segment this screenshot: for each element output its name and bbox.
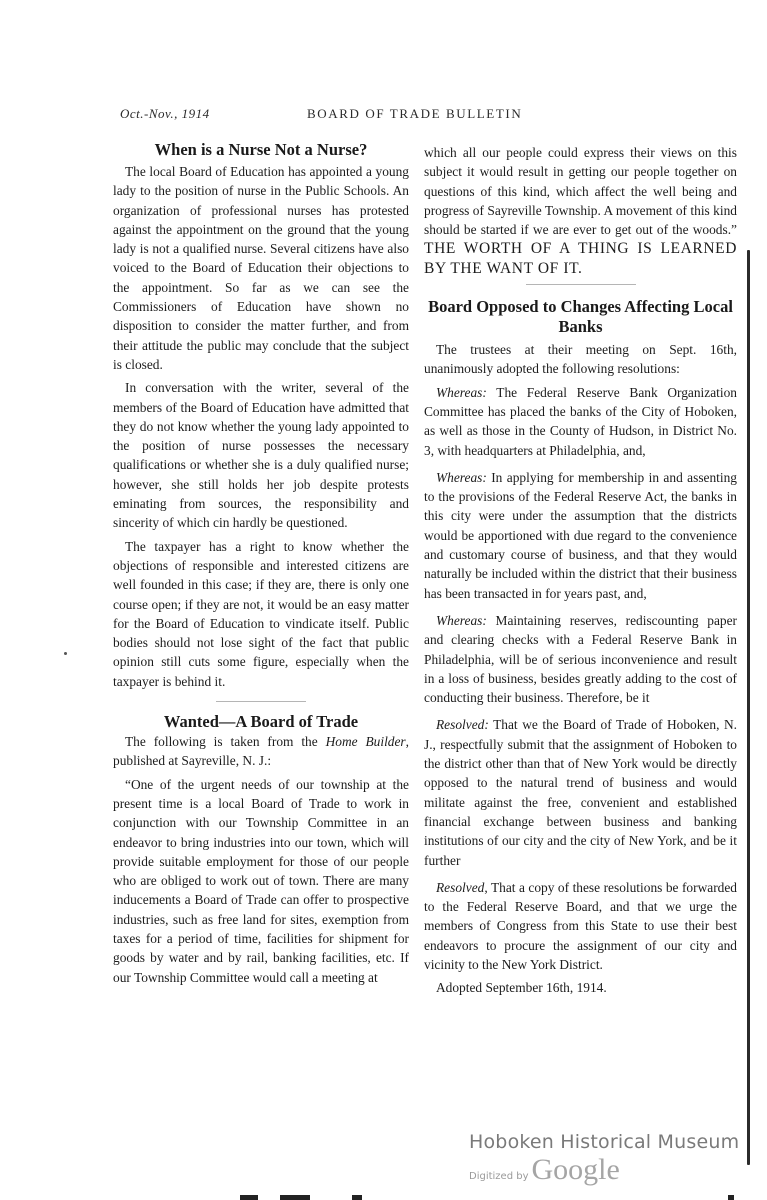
article-title-banks: Board Opposed to Changes Affecting Local Banks [428, 297, 733, 337]
intro-text: The following is taken from the [125, 734, 326, 750]
resolution-lead: Whereas: [436, 612, 487, 628]
article-paragraph: The taxpayer has a right to know whether the objections of responsible and interested citizens are well founded in this case; if they are, there is only one course open; if they are not, it would be an easy matter for the Board of Education to vindicate itself. Public bodies should not lose sight of the fact that public opinion still cuts some figure, especially when the taxpayer is behind it. [113, 538, 409, 689]
resolution-lead: Resolved [436, 879, 485, 895]
digitized-by-line [469, 1153, 620, 1187]
page-edge-rule [747, 250, 750, 1165]
article-title-nurse: When is a Nurse Not a Nurse? [154, 140, 368, 159]
resolution-text: , That a copy of these resolutions be forwarded to the Federal Reserve Board, and that we urge the members of Congress from this State to use their best endeavors to procure the assignment of our city and vicinity to the New York District. [424, 879, 737, 972]
quoted-paragraph: “One of the urgent needs of our township at the present time is a local Board of Trade to work in conjunction with our Township Committee in an endeavor to bring industries into our town, which will provide suitable employment for those of our people who are obliged to work out of town. There are many inducements a Board of Trade can offer to prospective industries, such as free land for sites, exemption from taxes for a period of time, facilities for shipment for goods by water and by rail, banking facilities, etc. If our Township Committee would call a meeting at [113, 776, 409, 985]
section-divider [526, 284, 636, 285]
publication-name: Home Builder [325, 734, 406, 750]
resolution-paragraph [424, 611, 737, 707]
museum-name: Hoboken Historical Museum [469, 1131, 740, 1153]
left-column [113, 140, 409, 987]
running-head [120, 106, 640, 126]
right-column [424, 143, 737, 998]
publication-title: BOARD OF TRADE BULLETIN [307, 106, 523, 121]
motto: THE WORTH OF A THING IS LEARNED BY THE WANT OF IT. [424, 240, 737, 277]
article-intro: The trustees at their meeting on Sept. 16th, unanimously adopted the following resolutions: [424, 342, 737, 377]
article-intro [113, 732, 409, 771]
article-title-board-of-trade: Wanted—A Board of Trade [163, 712, 359, 732]
adoption-date: Adopted September 16th, 1914. [436, 980, 607, 996]
section-divider [216, 701, 306, 702]
quoted-paragraph-continued [424, 143, 737, 278]
resolution-text: The Federal Reserve Bank Organization Committee has placed the banks of the City of Hoboken, as well as those in the County of Hudson, in District No. 3, with headquarters at Philadelphia, and, [424, 384, 737, 458]
digitized-by-label: Digitized by [469, 1171, 529, 1182]
resolution-paragraph [424, 383, 737, 460]
resolution-paragraph [424, 878, 737, 974]
intro-text: , published at Sayreville, N. J.: [113, 734, 409, 769]
resolution-text: That we the Board of Trade of Hoboken, N. J., respectfully submit that the assignment of Hoboken to the district other than that of New York would be directly opposed to the natural trend of business and would militate against the free, convenient and established financial exchange between business and banking institutions of our city and the city of New York, and be it further [424, 717, 737, 868]
article-paragraph: In conversation with the writer, several of the members of the Board of Education have admitted that they do not know whether the young lady appointed to the position of nurse possesses the necessary qualifications or whether she is a duly qualified nurse; however, she still holds her job despite protests eminating from sources, the responsibility and sincerity of which cin hardly be questioned. [113, 380, 409, 531]
issue-date: Oct.-Nov., 1914 [120, 106, 210, 121]
resolution-lead: Whereas: [436, 384, 487, 400]
resolution-paragraph [424, 468, 737, 603]
resolution-lead: Whereas: [436, 469, 487, 485]
google-logo-text: Google [531, 1153, 620, 1186]
scan-speck [64, 652, 67, 655]
next-page-bleed [240, 1192, 740, 1200]
resolution-text: In applying for membership in and assenting to the provisions of the Federal Reserve Act, the banks in this city were under the assumption that the districts would be apportioned with due regard to the convenience and customary course of business, and that they would naturally be included within the district that their business has been transacted in for years past, and, [424, 469, 737, 601]
resolution-text: Maintaining reserves, rediscounting paper and clearing checks with a Federal Reserve Bank in Philadelphia, will be of serious inconvenience and result in a loss of business, besides greatly adding to the cost of conducting their business. Therefore, be it [424, 612, 737, 706]
resolution-lead: Resolved: [436, 717, 489, 733]
digitization-watermark [469, 1131, 740, 1186]
resolution-paragraph [424, 715, 737, 869]
quote-text: which all our people could express their views on this subject it would result in getting our people together on questions of this kind, which affect the well being and progress of Sayreville Township. A movement of this kind should be started if we are ever to get out of the woods.” [424, 145, 737, 238]
article-paragraph: The local Board of Education has appointed a young lady to the position of nurse in the Public Schools. An organization of professional nurses has protested against the appointment on the ground that the young lady is not a qualified nurse. Several citizens have also voiced to the Board of Education their objections to the appointment. So far as we can see the Commissioners of Education have shown no disposition to consider the matter further, and from their attitude the public may conclude that the subject is closed. [113, 164, 409, 372]
